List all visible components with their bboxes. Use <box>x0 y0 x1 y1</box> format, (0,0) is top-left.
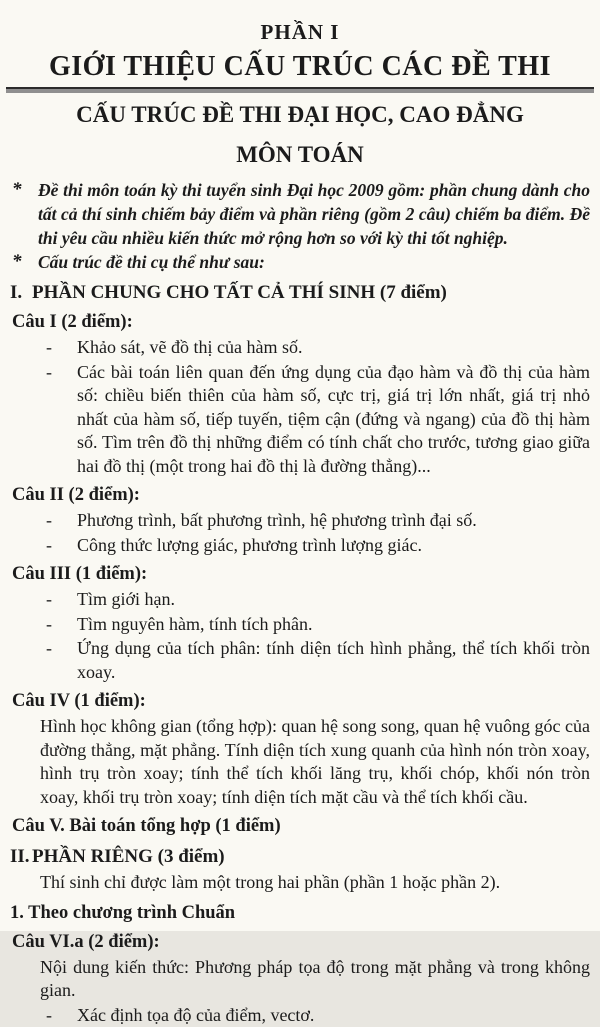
cau3-item-3-text: Ứng dụng của tích phân: tính diện tích hình phẳng, thể tích khối tròn xoay. <box>77 638 590 682</box>
dash-marker: - <box>46 1004 52 1025</box>
part2-note: Thí sinh chỉ được làm một trong hai phần (phần 1 hoặc phần 2). <box>40 872 501 893</box>
cau1-item-1 <box>10 336 590 360</box>
cau3-heading: Câu III (1 điểm): <box>12 564 148 585</box>
cau2-item-1-text: Phương trình, bất phương trình, hệ phương trình đại số. <box>77 510 477 531</box>
part2-heading <box>10 845 590 869</box>
part1-numeral: I. <box>10 282 23 304</box>
cau3-item-2 <box>10 613 590 637</box>
part-label: PHẦN I <box>260 20 340 44</box>
cau3-item-3 <box>10 637 590 684</box>
page-title: GIỚI THIỆU CẤU TRÚC CÁC ĐỀ THI <box>49 51 551 82</box>
cau2-item-2 <box>10 534 590 558</box>
dash-marker: - <box>46 589 52 610</box>
cau6a-item-1 <box>10 1004 590 1027</box>
dash-marker: - <box>46 510 52 531</box>
dash-marker: - <box>46 613 52 634</box>
section-part1 <box>10 281 590 838</box>
title-rule <box>6 87 594 93</box>
cau3-item-2-text: Tìm nguyên hàm, tính tích phân. <box>77 613 313 634</box>
cau5-heading: Câu V. Bài toán tổng hợp (1 điểm) <box>12 816 281 837</box>
cau6a-item-1-text: Xác định tọa độ của điểm, vectơ. <box>77 1004 315 1025</box>
subject-title: MÔN TOÁN <box>236 141 364 167</box>
cau3-item-1 <box>10 588 590 612</box>
intro-item-2 <box>10 250 590 274</box>
cau4-heading: Câu IV (1 điểm): <box>12 691 146 712</box>
cau1-item-1-text: Khảo sát, vẽ đồ thị của hàm số. <box>77 337 303 358</box>
cau2-item-2-text: Công thức lượng giác, phương trình lượng giác. <box>77 534 423 555</box>
cau6a-paragraph: Nội dung kiến thức: Phương pháp tọa độ trong mặt phẳng và trong không gian. <box>40 956 590 1001</box>
part1-heading-text: PHẦN CHUNG CHO TẤT CẢ THÍ SINH (7 điểm) <box>32 282 447 304</box>
exam-structure-subtitle: CẤU TRÚC ĐỀ THI ĐẠI HỌC, CAO ĐẲNG <box>76 102 524 128</box>
cau4-paragraph: Hình học không gian (tổng hợp): quan hệ song song, quan hệ vuông góc của đường thẳng, mặt phẳng. Tính diện tích xung quanh của hình nón tròn xoay, hình trụ tròn xoay; tính thể tích khối lăng trụ, khối chóp, khối nón tròn xoay, khối trụ tròn xoay; tính diện tích mặt cầu và thể tích khối cầu. <box>40 716 590 807</box>
intro-text-1: Đề thi môn toán kỳ thi tuyển sinh Đại học 2009 gồm: phần chung dành cho tất cả thí sinh chiếm bảy điểm và phần riêng (gồm 2 câu) chiếm ba điểm. Đề thi yêu cầu nhiều kiến thức mở rộng hơn so với kỳ thi tốt nghiệp. <box>38 180 590 249</box>
dash-marker: - <box>46 638 52 659</box>
cau1-item-2 <box>10 361 590 479</box>
program1-heading: 1. Theo chương trình Chuẩn <box>10 902 236 923</box>
intro-text-2: Cấu trúc đề thi cụ thể như sau: <box>38 252 265 273</box>
asterisk-marker: * <box>12 179 22 201</box>
page-header <box>10 20 590 168</box>
cau2-heading: Câu II (2 điểm): <box>12 485 140 506</box>
part2-heading-text: PHẦN RIÊNG (3 điểm) <box>32 846 225 868</box>
part2-numeral: II. <box>10 846 30 868</box>
cau1-heading: Câu I (2 điểm): <box>12 312 133 333</box>
cau6a-heading: Câu VI.a (2 điểm): <box>12 931 160 952</box>
section-part2 <box>10 845 590 1027</box>
cau1-item-2-text: Các bài toán liên quan đến ứng dụng của đạo hàm và đồ thị của hàm số: chiều biến thiên của hàm số, cực trị, giá trị lớn nhất, giá trị nhỏ nhất của hàm số, tiếp tuyến, tiệm cận (đứng và ngang) của đồ thị hàm số. Tìm trên đồ thị những điểm có tính chất cho trước, tương giao giữa hai đồ thị (một trong hai đồ thị là đường thẳng)... <box>77 361 590 476</box>
dash-marker: - <box>46 337 52 358</box>
intro-section <box>10 178 590 274</box>
cau3-item-1-text: Tìm giới hạn. <box>77 589 176 610</box>
part1-heading <box>10 281 590 305</box>
dash-marker: - <box>46 361 52 382</box>
dash-marker: - <box>46 534 52 555</box>
asterisk-marker: * <box>12 251 22 273</box>
intro-item-1 <box>10 178 590 250</box>
cau2-item-1 <box>10 509 590 533</box>
